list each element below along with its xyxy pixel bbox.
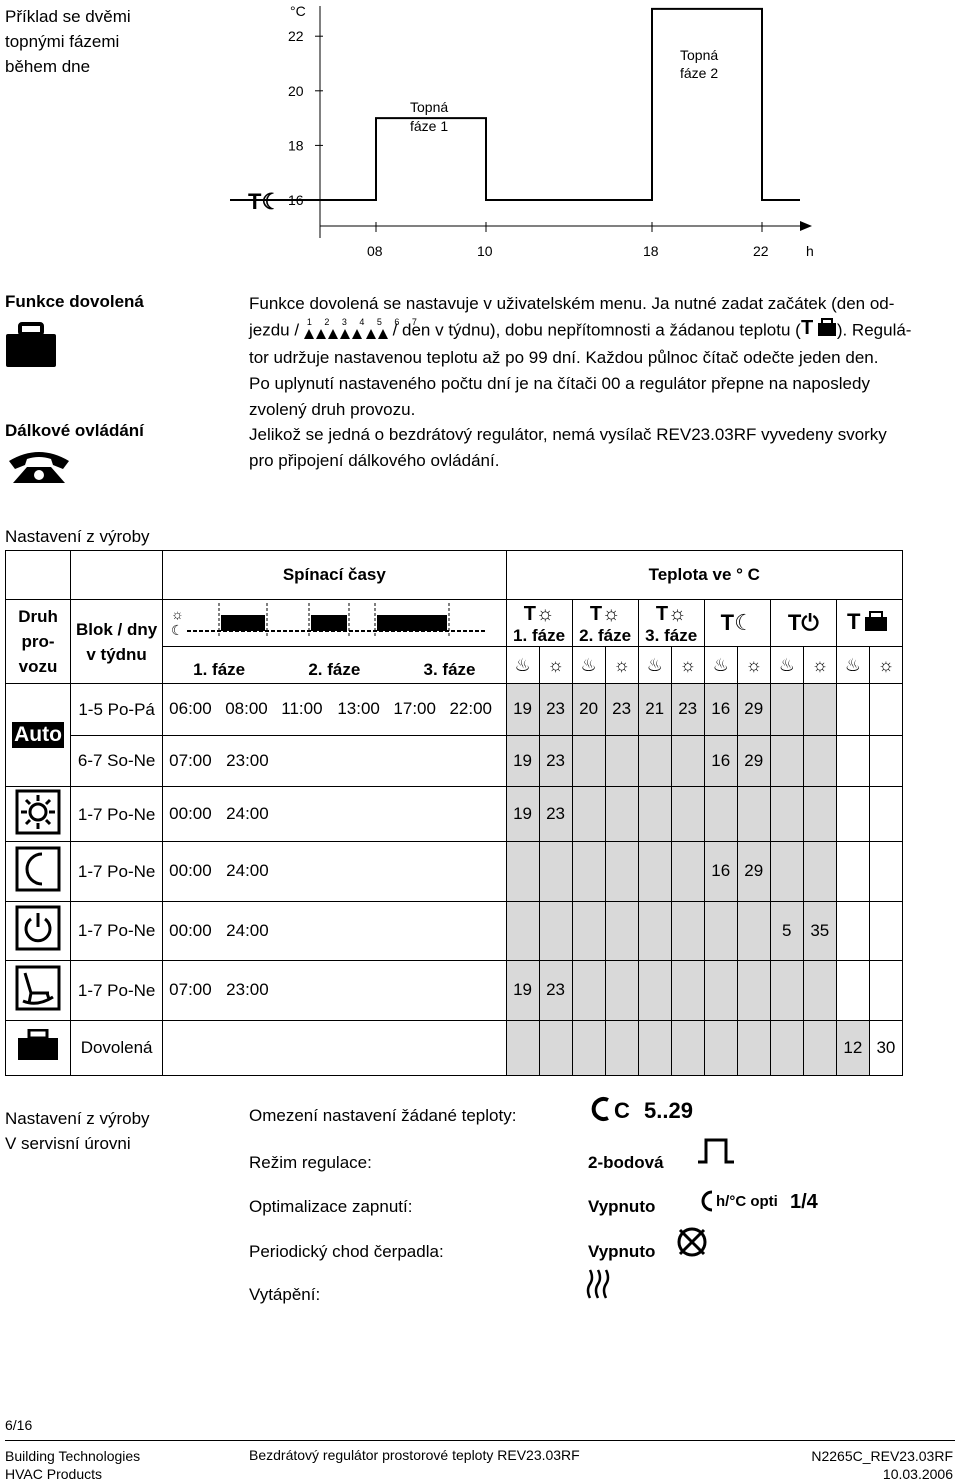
temperature-cell <box>803 735 836 786</box>
holiday-temp-max: 30 <box>869 1020 902 1075</box>
sun-max-icon: ☼ <box>737 647 770 684</box>
temperature-cell <box>770 786 803 841</box>
factory-title: Nastavení z výroby <box>5 527 150 546</box>
remote-text <box>249 422 887 474</box>
holiday-row-label: Dovolená <box>71 1020 163 1075</box>
temperature-cell <box>605 842 638 901</box>
sun-phase-3-header: T☼ 3. fáze <box>638 600 704 647</box>
sun-phase-2-header: T☼ 2. fáze <box>572 600 638 647</box>
holiday-line: Funkce dovolená se nastavuje v uživatelském menu. Ja nutné zadat začátek (den od- <box>249 294 895 313</box>
temperature-cell <box>605 786 638 841</box>
intro-line: Příklad se dvěmi <box>5 7 131 26</box>
svg-text:☾: ☾ <box>171 621 184 638</box>
holiday-line: tor udržuje nastavenou teplotu až po 99 dní. Každou půlnoc čítač odečte jeden den. <box>249 348 879 367</box>
temperature-cell <box>638 901 671 960</box>
switch-time: 23:00 <box>226 750 269 770</box>
temperature-cell <box>770 735 803 786</box>
remote-line: Jelikož se jedná o bezdrátový regulátor, nemá vysílač REV23.03RF vyvedeny svorky <box>249 425 887 444</box>
temperature-cell <box>869 684 902 735</box>
x-axis-arrow <box>800 221 812 231</box>
standby-temp-header-icon: T⏻ <box>770 600 836 647</box>
factory-settings-table <box>5 550 903 1076</box>
phase-1-label: Topná <box>410 99 449 115</box>
switch-time: 00:00 <box>169 920 212 940</box>
switch-times-cell <box>163 961 506 1021</box>
temperature-cell <box>539 901 572 960</box>
switch-time: 17:00 <box>393 699 436 719</box>
temperature-cell: 16 <box>704 842 737 901</box>
phase-2-label: fáze 2 <box>680 65 719 81</box>
switch-times-cell <box>163 786 506 841</box>
temperature-cell <box>737 961 770 1021</box>
sun-max-icon: ☼ <box>803 647 836 684</box>
switch-time: 00:00 <box>169 804 212 823</box>
svg-text:C: C <box>614 1098 630 1123</box>
temperature-cell <box>671 842 704 901</box>
sun-icon <box>6 786 71 841</box>
temperature-cell <box>869 735 902 786</box>
block-cell: 1-7 Po-Ne <box>71 961 163 1021</box>
table-row <box>6 735 903 786</box>
phase-labels-row: 1. fáze 2. fáze 3. fáze <box>163 647 506 684</box>
switch-time: 24:00 <box>226 861 269 881</box>
heating-min-icon: ♨ <box>572 647 605 684</box>
switch-time: 00:00 <box>169 861 212 881</box>
temperature-cell <box>605 735 638 786</box>
temperature-cell <box>737 786 770 841</box>
weekday-selector-icon: 1 2 3 4 5 6 7 <box>304 321 388 341</box>
temperature-cell <box>803 684 836 735</box>
svg-text:h/°C opti: h/°C opti <box>716 1193 778 1210</box>
holiday-temp-min: 12 <box>836 1020 869 1075</box>
temperature-cell <box>836 842 869 901</box>
temperature-cell <box>506 842 539 901</box>
block-column-header: Blok / dny v týdnu <box>71 600 163 684</box>
temperature-cell: 29 <box>737 842 770 901</box>
temperature-cell: 23 <box>539 684 572 735</box>
temperature-cell <box>506 901 539 960</box>
temperature-cell: 23 <box>539 786 572 841</box>
optimization-icon <box>698 1184 823 1221</box>
temperature-cell <box>770 684 803 735</box>
switch-times-cell <box>163 684 506 735</box>
temperature-cell <box>605 961 638 1021</box>
intro-line: topnými fázemi <box>5 32 120 51</box>
temperature-cell <box>704 901 737 960</box>
switch-times-cell <box>163 901 506 960</box>
intro-text <box>5 4 131 79</box>
x-axis-label: h <box>806 243 814 259</box>
switch-time: 08:00 <box>225 699 268 719</box>
temperature-cell: 5 <box>770 901 803 960</box>
temp-limit-icon <box>590 1090 715 1131</box>
heating-phases-chart <box>230 0 830 270</box>
temperature-cell <box>671 786 704 841</box>
pump-off-icon <box>676 1226 708 1258</box>
temperature-cell <box>737 901 770 960</box>
temperature-cell: 23 <box>539 735 572 786</box>
temperature-cell: 29 <box>737 735 770 786</box>
phase-2-label: Topná <box>680 47 719 63</box>
block-cell: 6-7 So-Ne <box>71 735 163 786</box>
service-label-4: Vytápění: <box>249 1285 321 1304</box>
temperature-cell <box>638 961 671 1021</box>
holiday-line: jezdu / 1 2 3 4 5 6 7 / den v týdnu), dobu nepřítomnosti a žádanou teplotu ( T ). Regulá- <box>249 317 939 345</box>
switch-time: 13:00 <box>337 699 380 719</box>
footer-left: Building Technologies HVAC Products <box>5 1448 141 1482</box>
svg-text:T: T <box>847 608 861 633</box>
temperature-cell: 23 <box>671 684 704 735</box>
temperature-cell <box>572 786 605 841</box>
temperature-cell <box>836 961 869 1021</box>
x-tick-label: 10 <box>477 243 493 259</box>
footer-center: Bezdrátový regulátor prostorové teploty REV23.03RF <box>249 1447 580 1463</box>
temperature-cell <box>770 842 803 901</box>
temperature-cell <box>836 901 869 960</box>
service-value-3: Vypnuto <box>588 1242 656 1261</box>
svg-text:⌒: ⌒ <box>600 1090 610 1099</box>
svg-text:T: T <box>800 317 814 337</box>
temperature-cell: 19 <box>506 684 539 735</box>
page-number: 6/16 <box>5 1417 33 1433</box>
switch-time: 07:00 <box>169 980 212 1000</box>
temperature-cell <box>836 684 869 735</box>
temperature-cell <box>572 735 605 786</box>
footer-divider <box>5 1440 955 1441</box>
holiday-title: Funkce dovolená <box>5 292 144 311</box>
suitcase-icon <box>5 322 57 368</box>
service-label-2: Optimalizace zapnutí: <box>249 1197 413 1216</box>
temperature-cell: 19 <box>506 735 539 786</box>
sun-phase-1-header: T☼ 1. fáze <box>506 600 572 647</box>
svg-text:☼: ☼ <box>171 605 184 622</box>
temperature-cell <box>671 735 704 786</box>
rocking-chair-icon <box>6 961 71 1021</box>
table-row <box>6 684 903 735</box>
heating-min-icon: ♨ <box>506 647 539 684</box>
sun-max-icon: ☼ <box>539 647 572 684</box>
y-tick-label: 16 <box>288 192 304 208</box>
table-row <box>6 786 903 841</box>
block-cell: 1-5 Po-Pá <box>71 684 163 735</box>
remote-title: Dálkové ovládání <box>5 421 144 440</box>
x-tick-label: 18 <box>643 243 659 259</box>
svg-text:1/4: 1/4 <box>790 1191 818 1213</box>
temperature-cell <box>605 901 638 960</box>
service-label-3: Periodický chod čerpadla: <box>249 1242 444 1261</box>
service-title: Nastavení z výroby V servisní úrovni <box>5 1109 150 1153</box>
sun-max-icon: ☼ <box>869 647 902 684</box>
temperature-cell: 19 <box>506 786 539 841</box>
heating-min-icon: ♨ <box>638 647 671 684</box>
block-cell: 1-7 Po-Ne <box>71 901 163 960</box>
holiday-text <box>249 291 939 423</box>
heating-min-icon: ♨ <box>836 647 869 684</box>
temperature-cell <box>638 786 671 841</box>
holiday-temp-header-icon <box>836 600 902 647</box>
moon-icon <box>6 842 71 901</box>
switch-time: 22:00 <box>449 699 493 719</box>
temperature-cell <box>869 901 902 960</box>
service-value-2: Vypnuto <box>588 1197 656 1216</box>
auto-icon: Auto <box>6 684 71 787</box>
temperature-cell <box>704 786 737 841</box>
moon-temp-header-icon: T☾ <box>704 600 770 647</box>
block-cell: 1-7 Po-Ne <box>71 786 163 841</box>
timeline-icon <box>163 600 506 647</box>
service-label-1: Režim regulace: <box>249 1153 372 1172</box>
suitcase-icon <box>6 1020 71 1075</box>
mode-column-header: Druh pro- vozu <box>6 600 71 684</box>
temperature-cell: 21 <box>638 684 671 735</box>
temperature-cell <box>671 901 704 960</box>
moon-temp-icon: T☾ <box>248 189 282 214</box>
x-tick-label: 08 <box>367 243 383 259</box>
svg-text:5..29: 5..29 <box>644 1098 693 1123</box>
temperature-cell <box>770 961 803 1021</box>
intro-line: během dne <box>5 57 91 76</box>
x-tick-label: 22 <box>753 243 769 259</box>
temperature-cell: 19 <box>506 961 539 1021</box>
switch-time: 07:00 <box>169 750 212 770</box>
temperature-cell: 16 <box>704 735 737 786</box>
temperature-cell <box>572 901 605 960</box>
holiday-line: Po uplynutí nastaveného počtu dní je na čítači 00 a regulátor přepne na naposledy <box>249 374 870 393</box>
temperature-cell <box>671 961 704 1021</box>
holiday-line: zvolený druh provozu. <box>249 400 416 419</box>
telephone-icon <box>5 447 73 487</box>
temperature-cell <box>869 842 902 901</box>
switch-time: 11:00 <box>281 699 323 719</box>
two-point-control-icon <box>696 1136 736 1168</box>
temperature-cell <box>803 961 836 1021</box>
service-value-1: 2-bodová <box>588 1153 664 1172</box>
y-tick-label: 22 <box>288 28 304 45</box>
table-row <box>6 901 903 960</box>
y-tick-label: 18 <box>288 137 304 154</box>
temperature-cell <box>869 961 902 1021</box>
temperature-cell <box>803 786 836 841</box>
table-row <box>6 961 903 1021</box>
switch-times-cell <box>163 842 506 901</box>
temperature-cell <box>869 786 902 841</box>
standby-icon <box>6 901 71 960</box>
temperature-cell <box>836 735 869 786</box>
switch-times-cell <box>163 735 506 786</box>
heating-min-icon: ♨ <box>770 647 803 684</box>
footer-right: N2265C_REV23.03RF 10.03.2006 <box>811 1448 953 1482</box>
temperature-cell <box>836 786 869 841</box>
switch-time: 24:00 <box>226 804 269 823</box>
temperature-cell: 20 <box>572 684 605 735</box>
heating-min-icon: ♨ <box>704 647 737 684</box>
remote-line: pro připojení dálkového ovládání. <box>249 451 500 470</box>
y-tick-label: 20 <box>288 82 304 99</box>
switch-times-header: Spínací časy <box>163 551 506 600</box>
temperature-cell <box>539 842 572 901</box>
holiday-temperature-icon <box>801 317 837 345</box>
block-cell: 1-7 Po-Ne <box>71 842 163 901</box>
temperature-cell: 35 <box>803 901 836 960</box>
sun-max-icon: ☼ <box>605 647 638 684</box>
heating-icon <box>586 1268 612 1302</box>
switch-time: 24:00 <box>226 920 269 940</box>
table-row <box>6 842 903 901</box>
temperature-cell <box>638 842 671 901</box>
temperature-cell <box>638 735 671 786</box>
temperature-cell: 23 <box>539 961 572 1021</box>
temperature-cell: 16 <box>704 684 737 735</box>
temperature-header: Teplota ve ° C <box>506 551 902 600</box>
temperature-series-line <box>230 9 800 200</box>
temperature-cell <box>572 842 605 901</box>
phase-1-label: fáze 1 <box>410 118 449 134</box>
temperature-cell: 23 <box>605 684 638 735</box>
switch-time: 23:00 <box>226 980 269 1000</box>
temperature-cell <box>704 961 737 1021</box>
y-axis-label: °C <box>290 3 306 19</box>
sun-max-icon: ☼ <box>671 647 704 684</box>
temperature-cell <box>803 842 836 901</box>
temperature-cell <box>572 961 605 1021</box>
temperature-cell: 29 <box>737 684 770 735</box>
service-label-0: Omezení nastavení žádané teploty: <box>249 1106 517 1125</box>
switch-time: 06:00 <box>169 699 212 719</box>
